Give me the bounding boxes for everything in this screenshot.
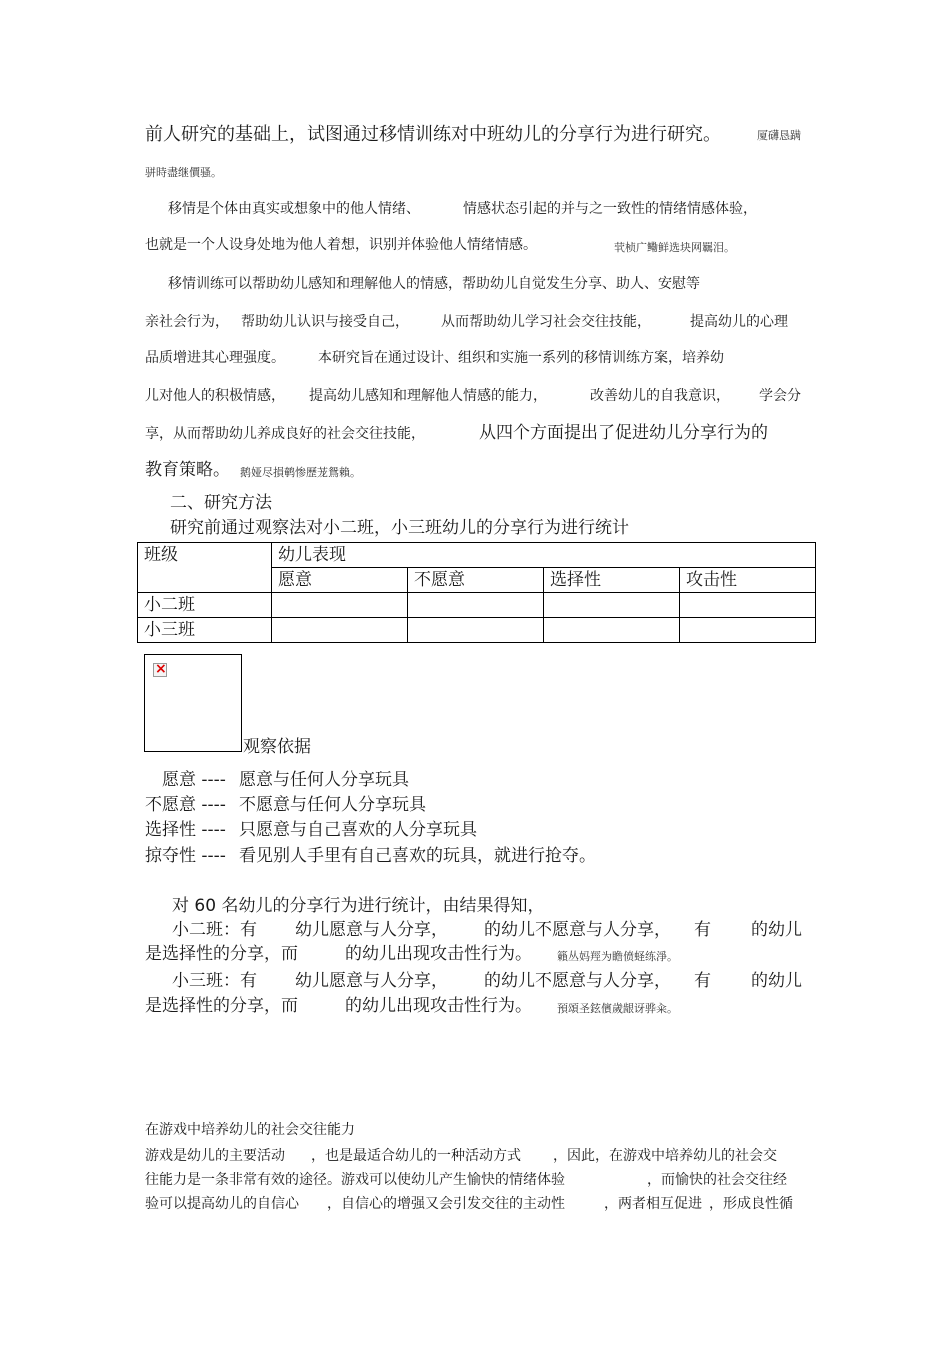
para3-line4-b: 提高幼儿感知和理解他人情感的能力， bbox=[309, 388, 547, 404]
results-c3-g: 的幼儿出现攻击性行为。 bbox=[345, 996, 532, 1016]
results-c2-b: 幼儿愿意与人分享， bbox=[295, 920, 448, 940]
results-c2-g: 的幼儿出现攻击性行为。 bbox=[345, 944, 532, 964]
table-cell bbox=[272, 593, 408, 618]
para3-line2-b: 帮助幼儿认识与接受自己， bbox=[241, 314, 409, 330]
table-subheader: 不愿意 bbox=[408, 568, 544, 593]
game-line1-b: ，也是最适合幼儿的一种活动方式 bbox=[311, 1148, 521, 1164]
criteria-desc: 不愿意与任何人分享玩具 bbox=[239, 795, 426, 815]
figure-caption: 观察依据 bbox=[243, 737, 311, 757]
game-line2-a: 往能力是一条非常有效的途径。游戏可以使幼儿产生愉快的情绪体验 bbox=[145, 1172, 565, 1188]
para3-line4-d: 学会分 bbox=[759, 388, 801, 404]
criteria-desc: 愿意与任何人分享玩具 bbox=[239, 770, 409, 790]
criteria-desc: 只愿意与自己喜欢的人分享玩具 bbox=[239, 820, 477, 840]
table-row bbox=[138, 593, 816, 618]
para3-line4-c: 改善幼儿的自我意识， bbox=[590, 388, 730, 404]
table-header-class: 班级 bbox=[138, 543, 272, 593]
game-line1-c: ，因此，在游戏中培养幼儿的社会交 bbox=[553, 1148, 777, 1164]
observation-table bbox=[137, 542, 816, 643]
criteria-term: 不愿意 ---- bbox=[145, 795, 226, 815]
results-c2-c: 的幼儿不愿意与人分享， bbox=[484, 920, 671, 940]
para2-code-mark: 茕桢广鳓鲜选块网羈泪。 bbox=[614, 241, 735, 254]
game-line2-b: ，而愉快的社会交往经 bbox=[647, 1172, 787, 1188]
method-intro: 研究前通过观察法对小二班，小三班幼儿的分享行为进行统计 bbox=[170, 518, 629, 538]
table-subheader: 攻击性 bbox=[680, 568, 816, 593]
table-cell bbox=[408, 618, 544, 643]
para1-code-line2: 骈時盡继價骚。 bbox=[145, 166, 222, 179]
para2-line1-a: 移情是个体由真实或想象中的他人情绪、 bbox=[168, 201, 420, 217]
table-header-row bbox=[138, 543, 816, 568]
table-cell bbox=[680, 618, 816, 643]
game-title: 在游戏中培养幼儿的社会交往能力 bbox=[145, 1122, 355, 1138]
image-placeholder bbox=[144, 654, 242, 752]
para3-line3-a: 品质增进其心理强度。 bbox=[145, 350, 285, 366]
results-c3-b: 幼儿愿意与人分享， bbox=[295, 971, 448, 991]
results-intro: 对 60 名幼儿的分享行为进行统计，由结果得知， bbox=[172, 896, 545, 916]
results-c2-d: 有 bbox=[694, 920, 711, 940]
results-c3-c: 的幼儿不愿意与人分享， bbox=[484, 971, 671, 991]
results-c3-f: 是选择性的分享，而 bbox=[145, 996, 298, 1016]
game-line3-c: ，两者相互促进 bbox=[604, 1196, 702, 1212]
table-row-label: 小三班 bbox=[138, 618, 272, 643]
results-c2-e: 的幼儿 bbox=[751, 920, 802, 940]
table-subheader: 选择性 bbox=[544, 568, 680, 593]
para3-line2-d: 提高幼儿的心理 bbox=[690, 314, 788, 330]
results-c2-code: 籟丛妈羥为瞻偾蛏练淨。 bbox=[557, 950, 678, 963]
results-c3-a: 小三班：有 bbox=[172, 971, 257, 991]
para3-line2-a: 亲社会行为， bbox=[145, 314, 229, 330]
results-c2-a: 小二班：有 bbox=[172, 920, 257, 940]
para2-line1-b: 情感状态引起的并与之一致性的情绪情感体验， bbox=[463, 201, 757, 217]
para3-line4-a: 儿对他人的积极情感， bbox=[145, 388, 285, 404]
para3-line5-a: 享，从而帮助幼儿养成良好的社会交往技能， bbox=[145, 426, 425, 442]
table-row bbox=[138, 618, 816, 643]
para3-line5-b: 从四个方面提出了促进幼儿分享行为的 bbox=[479, 423, 768, 443]
table-header-group: 幼儿表现 bbox=[272, 543, 816, 568]
game-line3-d: ，形成良性循 bbox=[709, 1196, 793, 1212]
table-subheader: 愿意 bbox=[272, 568, 408, 593]
para3-code-mark: 鹅娅尽損鹌惨歷茏鴛賴。 bbox=[240, 466, 361, 479]
para3-line6: 教育策略。 bbox=[145, 460, 230, 480]
section-heading: 二、研究方法 bbox=[170, 493, 272, 513]
table-cell bbox=[680, 593, 816, 618]
criteria-term: 掠夺性 ---- bbox=[145, 846, 226, 866]
broken-image-icon bbox=[153, 663, 167, 677]
criteria-term: 选择性 ---- bbox=[145, 820, 226, 840]
table-cell bbox=[272, 618, 408, 643]
game-line3-a: 验可以提高幼儿的自信心 bbox=[145, 1196, 299, 1212]
table-row-label: 小二班 bbox=[138, 593, 272, 618]
game-line3-b: ，自信心的增强又会引发交往的主动性 bbox=[327, 1196, 565, 1212]
results-c3-e: 的幼儿 bbox=[751, 971, 802, 991]
game-line1-a: 游戏是幼儿的主要活动 bbox=[145, 1148, 285, 1164]
para1-code-mark: 厦礴恳蹒 bbox=[757, 129, 801, 142]
results-c2-f: 是选择性的分享，而 bbox=[145, 944, 298, 964]
table-cell bbox=[544, 618, 680, 643]
para1-line1: 前人研究的基础上，试图通过移情训练对中班幼儿的分享行为进行研究。 bbox=[145, 124, 721, 145]
para3-line2-c: 从而帮助幼儿学习社会交往技能， bbox=[441, 314, 651, 330]
para2-line2: 也就是一个人设身处地为他人着想，识别并体验他人情绪情感。 bbox=[145, 237, 537, 253]
table-cell bbox=[408, 593, 544, 618]
para3-line3-b: 本研究旨在通过设计、组织和实施一系列的移情训练方案，培养幼 bbox=[318, 350, 724, 366]
table-cell bbox=[544, 593, 680, 618]
para3-line1: 移情训练可以帮助幼儿感知和理解他人的情感，帮助幼儿自觉发生分享、助人、安慰等 bbox=[168, 276, 700, 292]
results-c3-code: 預頌圣鉉儐歲龈讶骅籴。 bbox=[557, 1002, 678, 1015]
criteria-term: 愿意 ---- bbox=[162, 770, 226, 790]
criteria-desc: 看见别人手里有自己喜欢的玩具，就进行抢夺。 bbox=[239, 846, 596, 866]
results-c3-d: 有 bbox=[694, 971, 711, 991]
